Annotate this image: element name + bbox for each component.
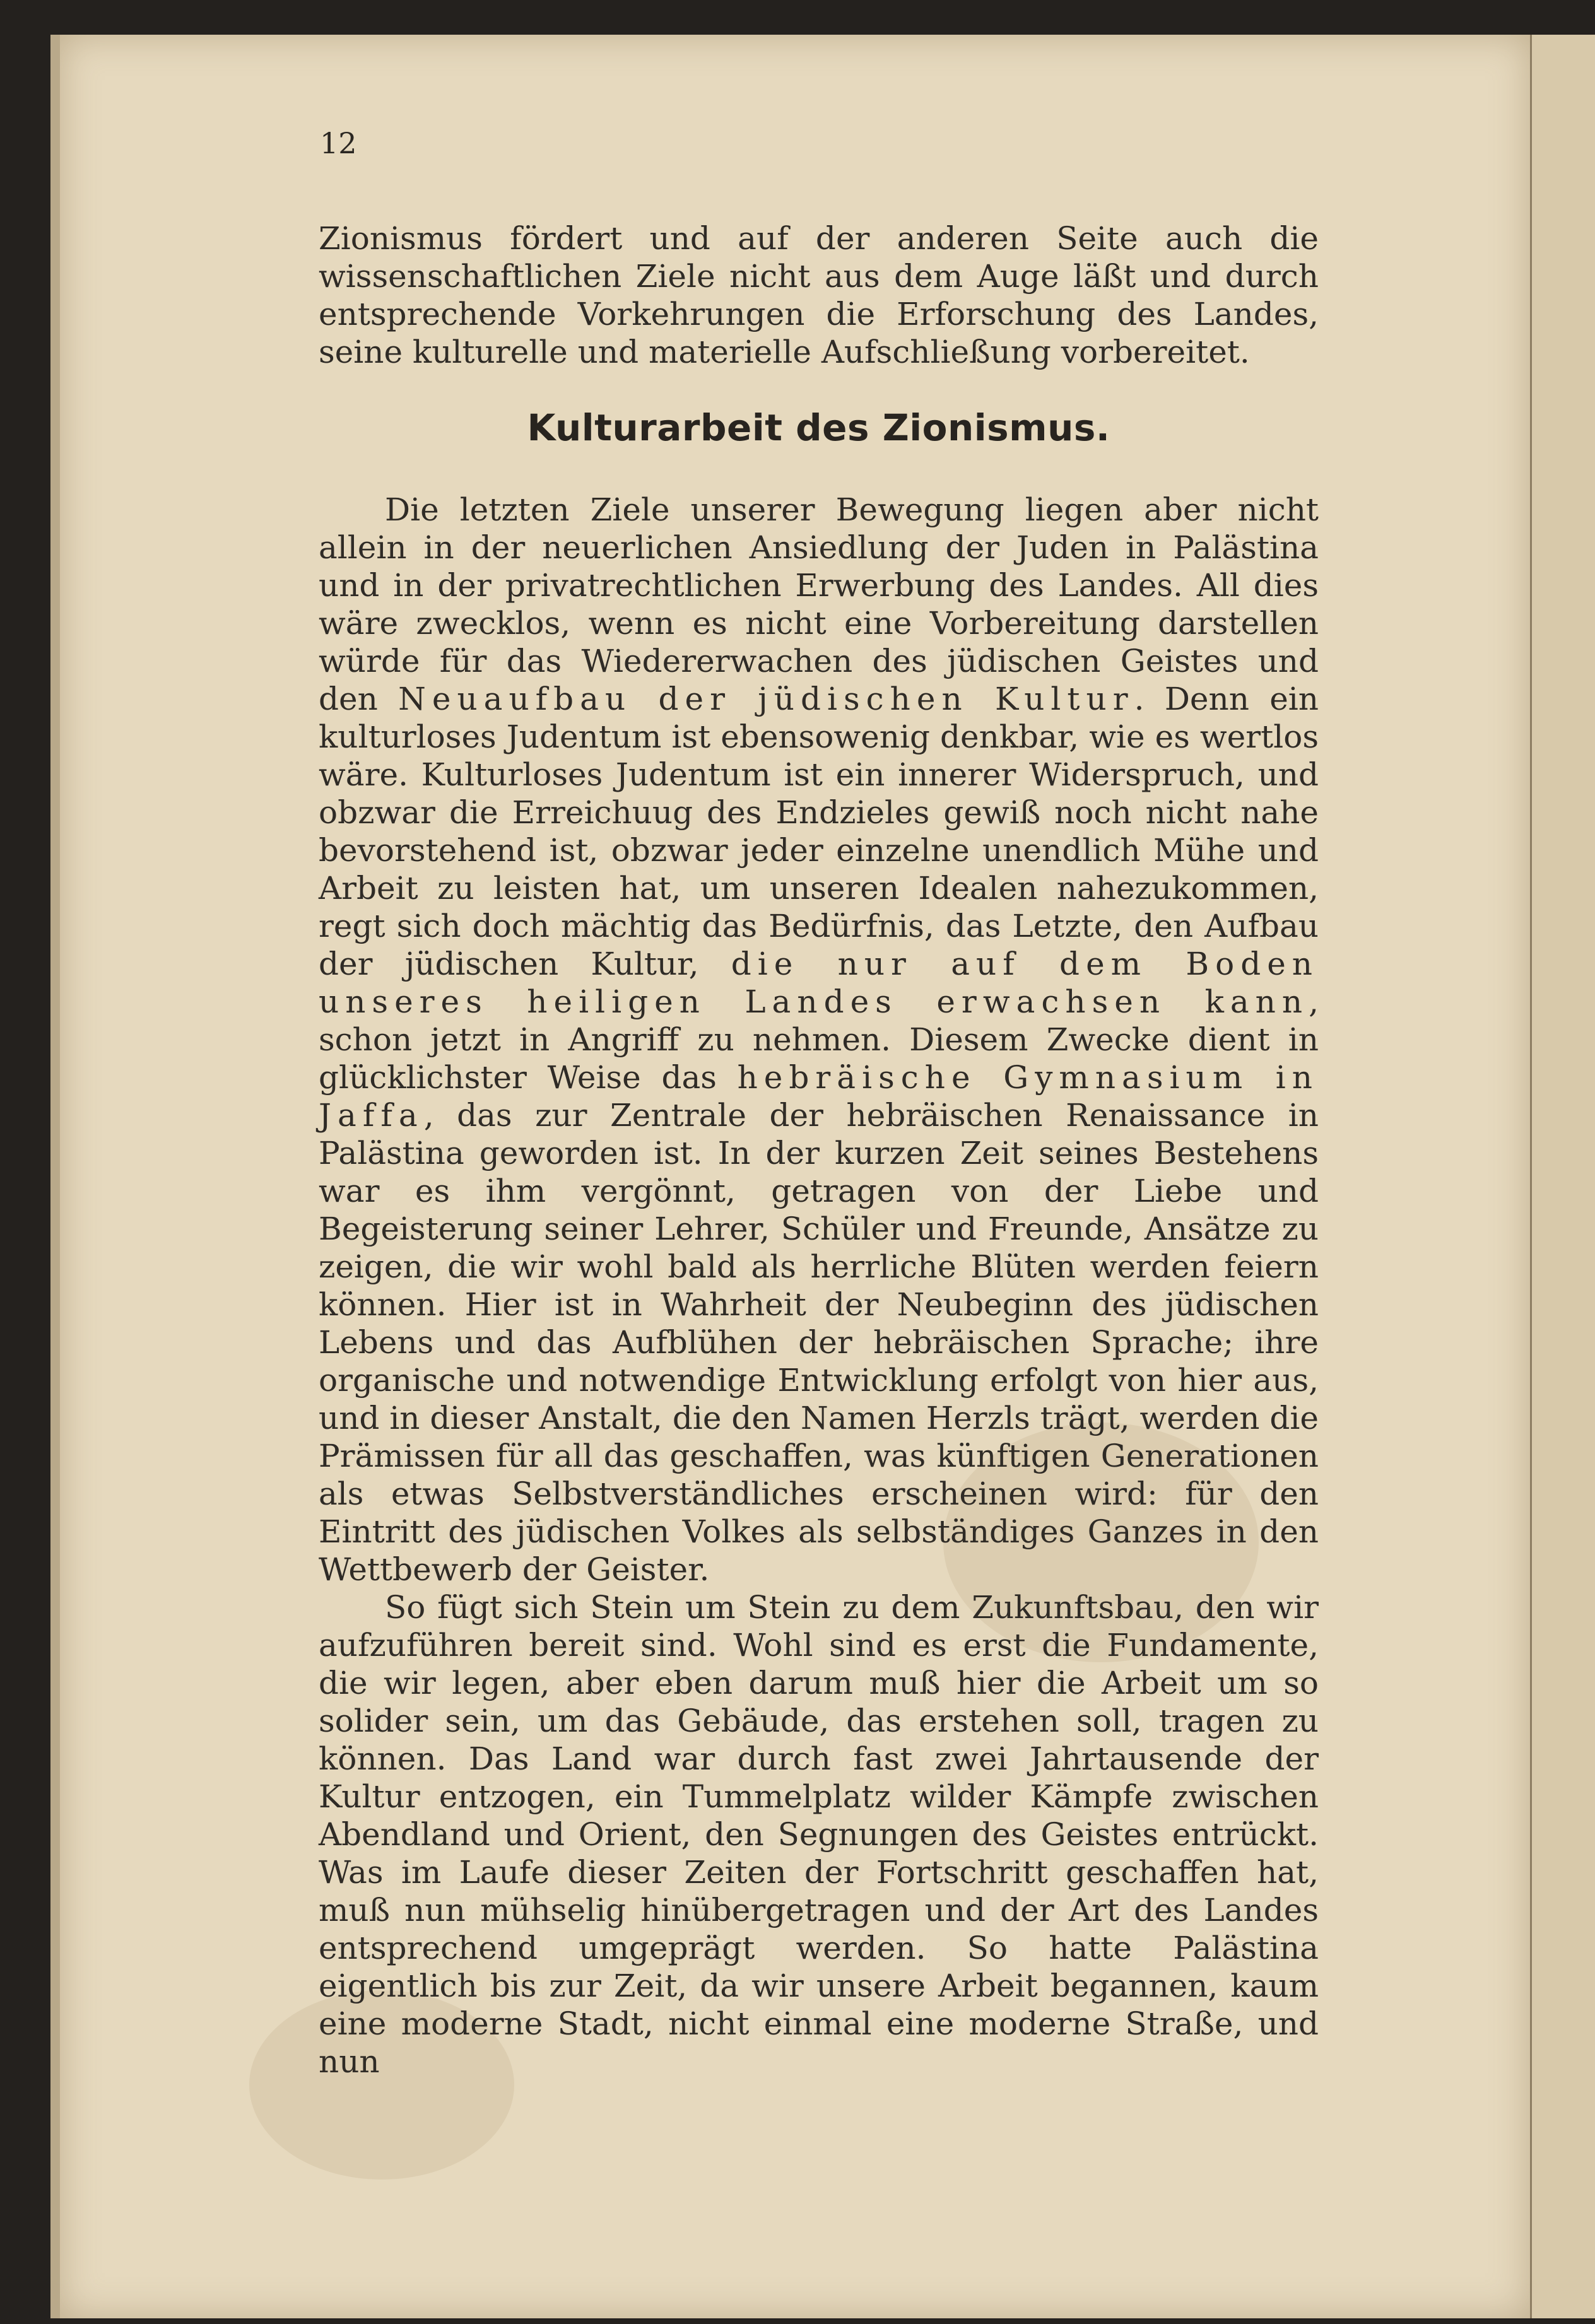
page-number: 12	[320, 126, 357, 160]
paragraph-text: , das zur Zentrale der hebräischen Renaissance in Palästina geworden ist. In der kurzen Zeit seines Bestehens war es ihm vergönnt, getragen von der Liebe und Begeisterung seiner Lehrer, Schüler und Freunde, Ansätze zu zeigen, die wir wohl bald als herrliche Blüten werden feiern können. Hier ist in Wahrheit der Neubeginn des jüdischen Lebens und das Aufblühen der hebräischen Sprache; ihre organische und notwendige Entwicklung erfolgt von hier aus, und in dieser Anstalt, die den Namen Herzls trägt, werden die Prämissen für all das geschaffen, was künftigen Generationen als etwas Selbstverständliches erscheinen wird: für den Eintritt des jüdischen Volkes als selbständiges Ganzes in den Wettbewerb der Geister.	[319, 1097, 1319, 1588]
spaced-emphasis: die nur auf dem Boden unseres heiligen Landes erwachsen kann	[319, 946, 1319, 1020]
body-text	[319, 220, 1319, 2080]
spaced-emphasis: hebräische Gymnasium in Jaffa	[319, 1059, 1319, 1134]
paragraph-text: Die letzten Ziele unserer Bewegung liegen aber nicht allein in der neuerlichen Ansiedlung der Juden in Palästina und in der privatrechtlichen Erwerbung des Landes. All dies wäre zwecklos, wenn es nicht eine Vorbereitung darstellen würde für das Wiedererwachen des jüdischen Geistes und den	[319, 491, 1319, 717]
facing-page-edge	[1530, 35, 1595, 2318]
intro-paragraph: Zionismus fördert und auf der anderen Seite auch die wissenschaftlichen Ziele nicht aus dem Auge läßt und durch entsprechende Vorkehrungen die Erforschung des Landes, seine kulturelle und materielle Aufschließung vorbereitet.	[319, 220, 1319, 370]
section-heading: Kulturarbeit des Zionismus.	[527, 406, 1110, 449]
spaced-emphasis: Neuaufbau der jüdischen Kultur	[398, 681, 1134, 717]
paragraph-text: . Denn ein kulturloses Judentum ist ebensowenig denkbar, wie es wertlos wäre. Kulturloses Judentum ist ein innerer Widerspruch, und obzwar die Erreichuug des Endzieles gewiß noch nicht nahe bevorstehend ist, obzwar jeder einzelne unendlich Mühe und Arbeit zu leisten hat, um unseren Idealen nahezukommen, regt sich doch mächtig das Bedürfnis, das Letzte, den Aufbau der jüdischen Kultur,	[319, 681, 1319, 982]
paragraph-culture	[319, 491, 1319, 1588]
paragraph-text: , schon jetzt in Angriff zu nehmen. Diesem Zwecke dient in glücklichster Weise das	[319, 983, 1319, 1096]
paragraph-foundation: So fügt sich Stein um Stein zu dem Zukunftsbau, den wir aufzuführen bereit sind. Wohl sind es erst die Fundamente, die wir legen, aber eben darum muß hier die Arbeit um so solider sein, um das Gebäude, das erstehen soll, tragen zu können. Das Land war durch fast zwei Jahrtausende der Kultur entzogen, ein Tummelplatz wilder Kämpfe zwischen Abendland und Orient, den Segnungen des Geistes entrückt. Was im Laufe dieser Zeiten der Fortschritt geschaffen hat, muß nun mühselig hinübergetragen und der Art des Landes entsprechend umgeprägt werden. So hatte Palästina eigentlich bis zur Zeit, da wir unsere Arbeit begannen, kaum eine moderne Stadt, nicht einmal eine moderne Straße, und nun	[319, 1589, 1319, 2080]
